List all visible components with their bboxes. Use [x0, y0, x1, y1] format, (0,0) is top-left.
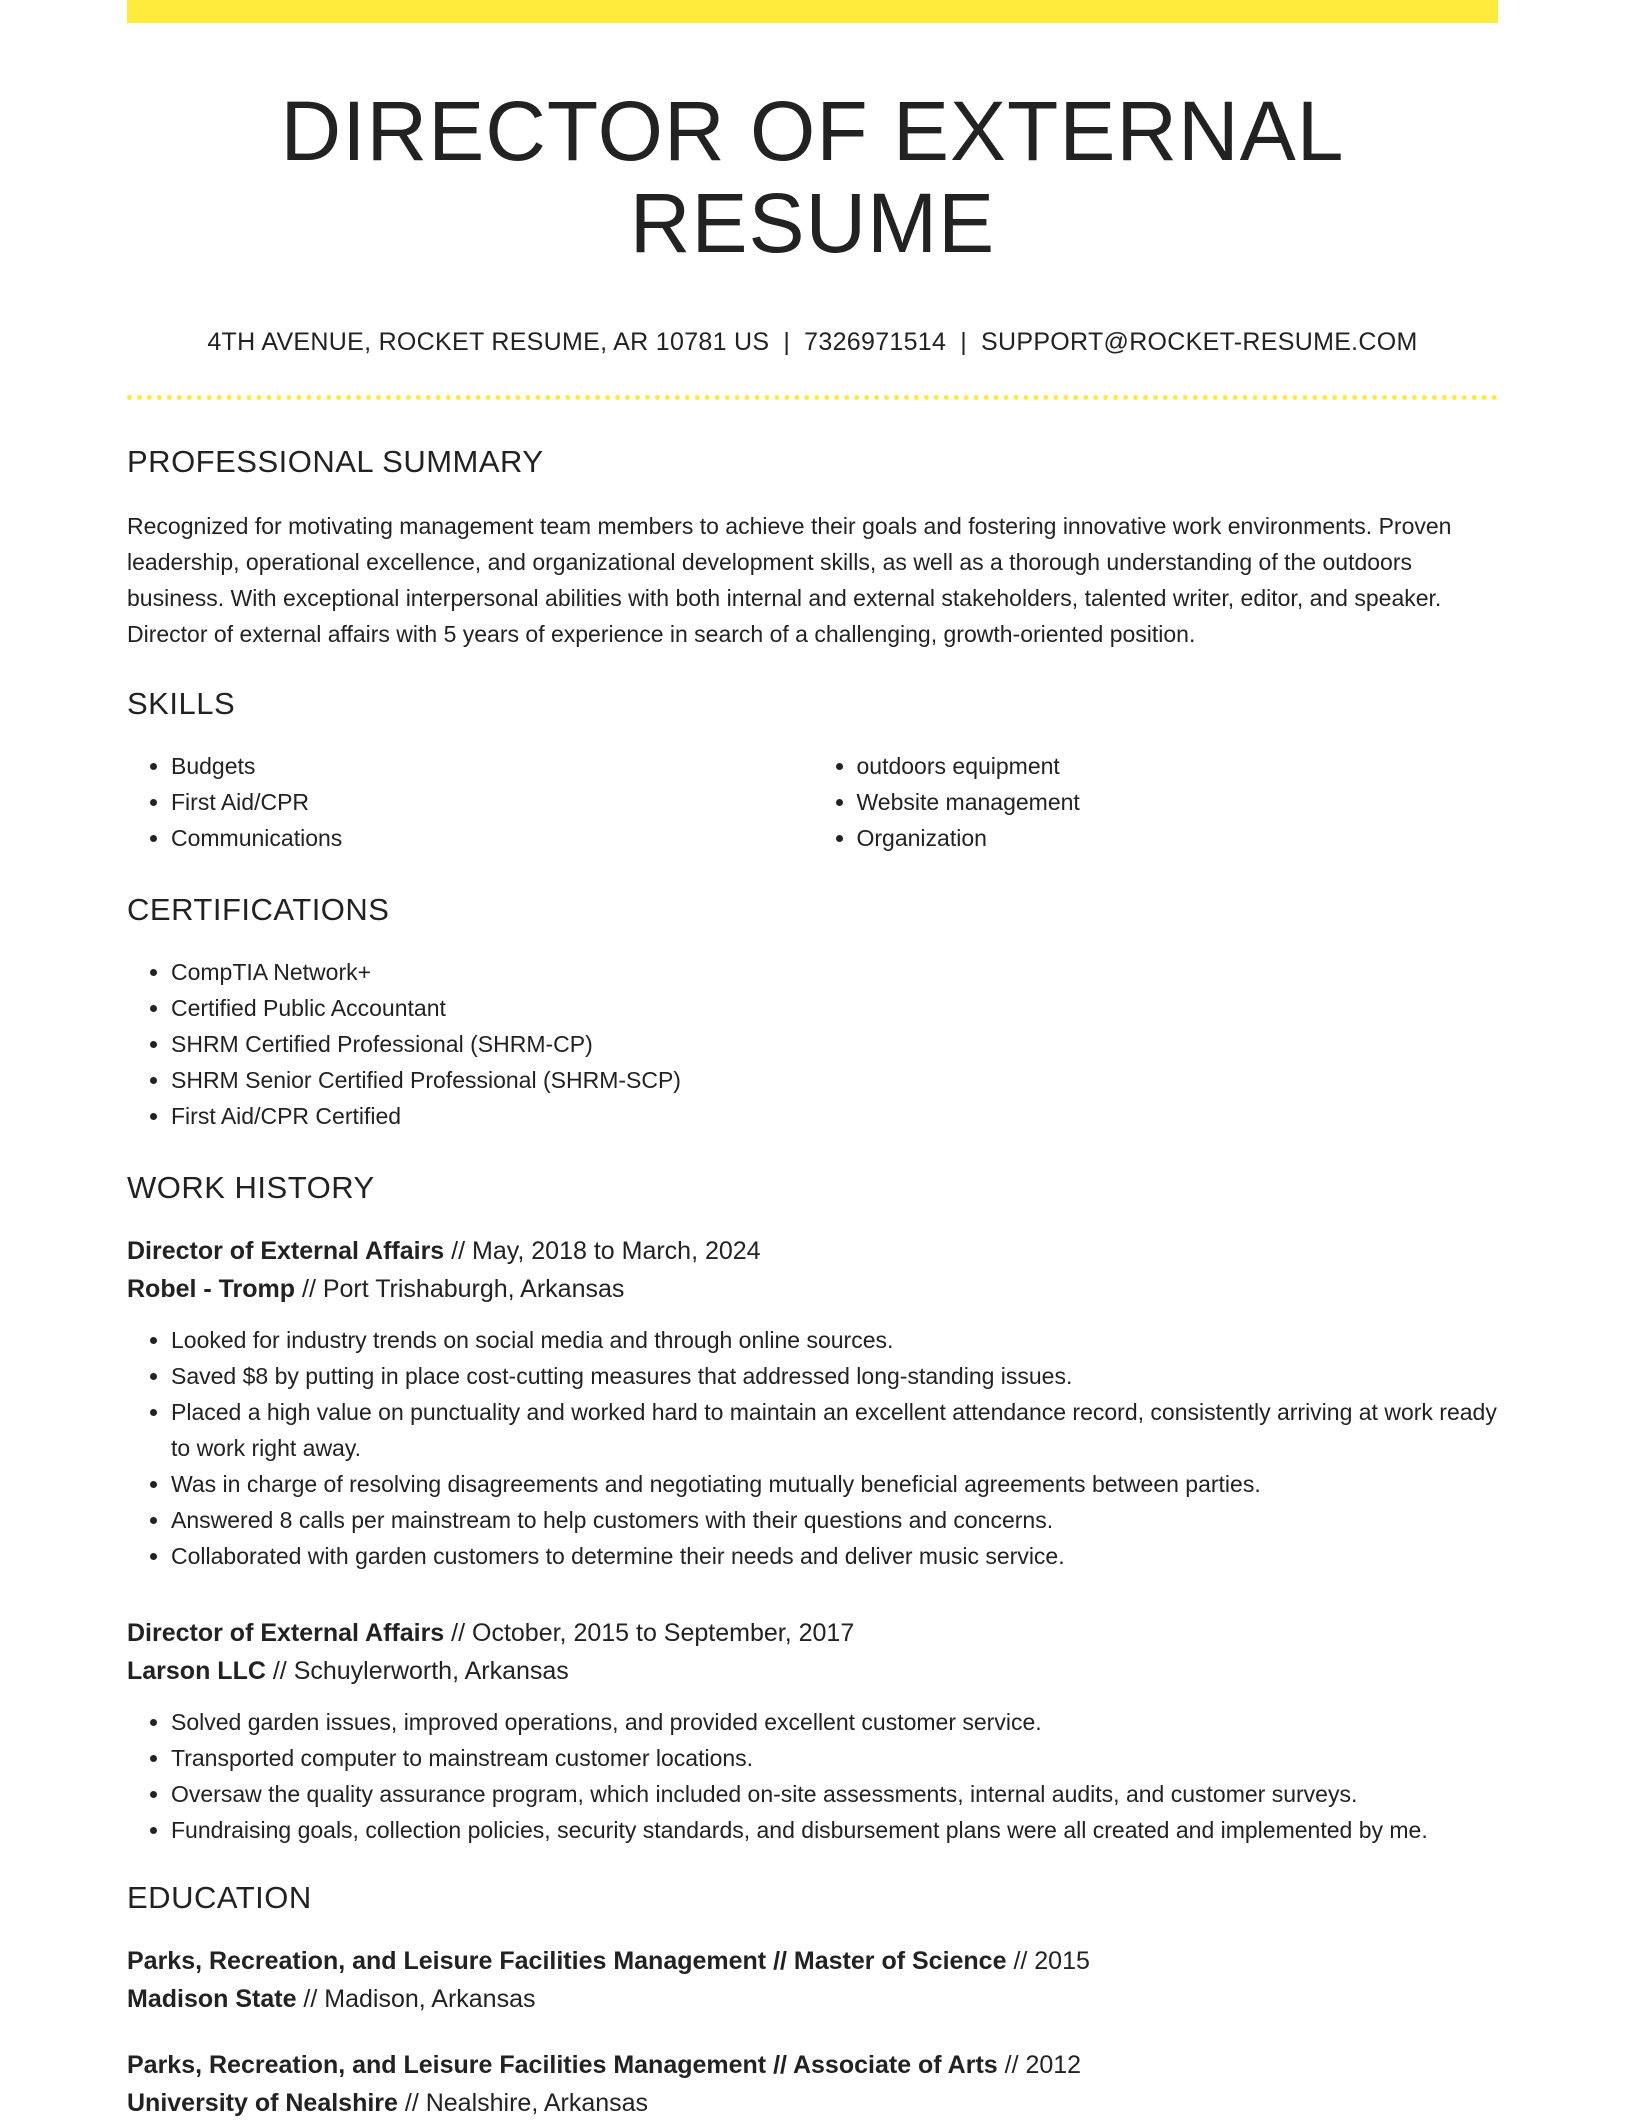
- education-degree: Parks, Recreation, and Leisure Facilities Management // Master of Science: [127, 1946, 1007, 1975]
- certification-item: • Certified Public Accountant: [171, 990, 1498, 1026]
- skills-columns: [127, 748, 1498, 856]
- education-entry: [127, 1942, 1498, 2018]
- job-bullet: • Placed a high value on punctuality and worked hard to maintain an excellent attendance record, consistently arriving at work ready to work right away.: [171, 1394, 1498, 1466]
- skills-heading: SKILLS: [127, 685, 236, 721]
- job-bullet: • Transported computer to mainstream customer locations.: [171, 1740, 1498, 1776]
- resume-page: [127, 0, 1498, 2122]
- job-location: // Port Trishaburgh, Arkansas: [295, 1274, 625, 1303]
- skill-item: • First Aid/CPR: [171, 784, 813, 820]
- contact-separator: |: [783, 327, 791, 356]
- contact-separator: |: [960, 327, 968, 356]
- education-degree-line: [127, 2046, 1498, 2084]
- education-school: University of Nealshire: [127, 2088, 398, 2117]
- work-history-heading: WORK HISTORY: [127, 1169, 375, 1205]
- resume-title: DIRECTOR OF EXTERNAL RESUME: [280, 84, 1345, 271]
- skills-list-right: [813, 748, 1499, 856]
- summary-heading: PROFESSIONAL SUMMARY: [127, 443, 544, 479]
- education-year: // 2015: [1006, 1946, 1090, 1975]
- job-bullet: • Answered 8 calls per mainstream to help customers with their questions and concerns.: [171, 1502, 1498, 1538]
- education-school-line: [127, 1980, 1498, 2018]
- skill-item: • Communications: [171, 820, 813, 856]
- job-company-line: [127, 1270, 1498, 1308]
- job-bullet: • Collaborated with garden customers to determine their needs and deliver music service.: [171, 1538, 1498, 1574]
- job-role-line: [127, 1614, 1498, 1652]
- job-bullet: • Oversaw the quality assurance program, which included on-site assessments, internal audits, and customer surveys.: [171, 1776, 1498, 1812]
- education-degree: Parks, Recreation, and Leisure Facilities Management // Associate of Arts: [127, 2050, 998, 2079]
- certifications-heading: CERTIFICATIONS: [127, 891, 390, 927]
- job-role-line: [127, 1232, 1498, 1270]
- education-school-line: [127, 2084, 1498, 2122]
- job-bullets: [127, 1322, 1498, 1574]
- education-location: // Nealshire, Arkansas: [397, 2088, 649, 2117]
- contact-email[interactable]: SUPPORT@ROCKET-RESUME.COM: [981, 327, 1418, 356]
- job-role: Director of External Affairs: [127, 1236, 445, 1265]
- job-dates: // May, 2018 to March, 2024: [444, 1236, 761, 1265]
- job-role: Director of External Affairs: [127, 1618, 445, 1647]
- skill-item: • Budgets: [171, 748, 813, 784]
- certification-item: • First Aid/CPR Certified: [171, 1098, 1498, 1134]
- education-location: // Madison, Arkansas: [296, 1984, 536, 2013]
- job-entry: [127, 1614, 1498, 1848]
- job-bullet: • Fundraising goals, collection policies, security standards, and disbursement plans were all created and implemented by me.: [171, 1812, 1498, 1848]
- job-company: Larson LLC: [127, 1656, 266, 1685]
- job-entry: [127, 1232, 1498, 1574]
- contact-line: [127, 328, 1498, 357]
- job-bullet: • Saved $8 by putting in place cost-cutting measures that addressed long-standing issues.: [171, 1358, 1498, 1394]
- contact-phone: 7326971514: [804, 327, 947, 356]
- education-heading: EDUCATION: [127, 1879, 312, 1915]
- contact-address: 4TH AVENUE, ROCKET RESUME, AR 10781 US: [207, 327, 770, 356]
- skill-item: • Website management: [857, 784, 1499, 820]
- education-year: // 2012: [997, 2050, 1082, 2079]
- summary-text: Recognized for motivating management team members to achieve their goals and fostering innovative work environments. Proven leadership, operational excellence, and organizational development skills, as well as a thorough understanding of the outdoors business. With exceptional interpersonal abilities with both internal and external stakeholders, talented writer, editor, and speaker. Director of external affairs with 5 years of experience in search of a challenging, growth-oriented position.: [127, 512, 1452, 647]
- skill-item: • outdoors equipment: [857, 748, 1499, 784]
- job-bullet: • Solved garden issues, improved operations, and provided excellent customer service.: [171, 1704, 1498, 1740]
- education-school: Madison State: [127, 1984, 297, 2013]
- job-bullets: [127, 1704, 1498, 1848]
- job-bullet: • Looked for industry trends on social media and through online sources.: [171, 1322, 1498, 1358]
- job-company-line: [127, 1652, 1498, 1690]
- certifications-list: [127, 954, 1498, 1134]
- dotted-divider: [127, 395, 1498, 400]
- certification-item: • SHRM Senior Certified Professional (SHRM-SCP): [171, 1062, 1498, 1098]
- job-bullet: • Was in charge of resolving disagreements and negotiating mutually beneficial agreements between parties.: [171, 1466, 1498, 1502]
- job-company: Robel - Tromp: [127, 1274, 296, 1303]
- job-location: // Schuylerworth, Arkansas: [265, 1656, 569, 1685]
- certification-item: • SHRM Certified Professional (SHRM-CP): [171, 1026, 1498, 1062]
- job-dates: // October, 2015 to September, 2017: [444, 1618, 855, 1647]
- education-entry: [127, 2046, 1498, 2122]
- accent-top-bar: [127, 0, 1498, 23]
- skill-item: • Organization: [857, 820, 1499, 856]
- certification-item: • CompTIA Network+: [171, 954, 1498, 990]
- education-degree-line: [127, 1942, 1498, 1980]
- skills-list-left: [127, 748, 813, 856]
